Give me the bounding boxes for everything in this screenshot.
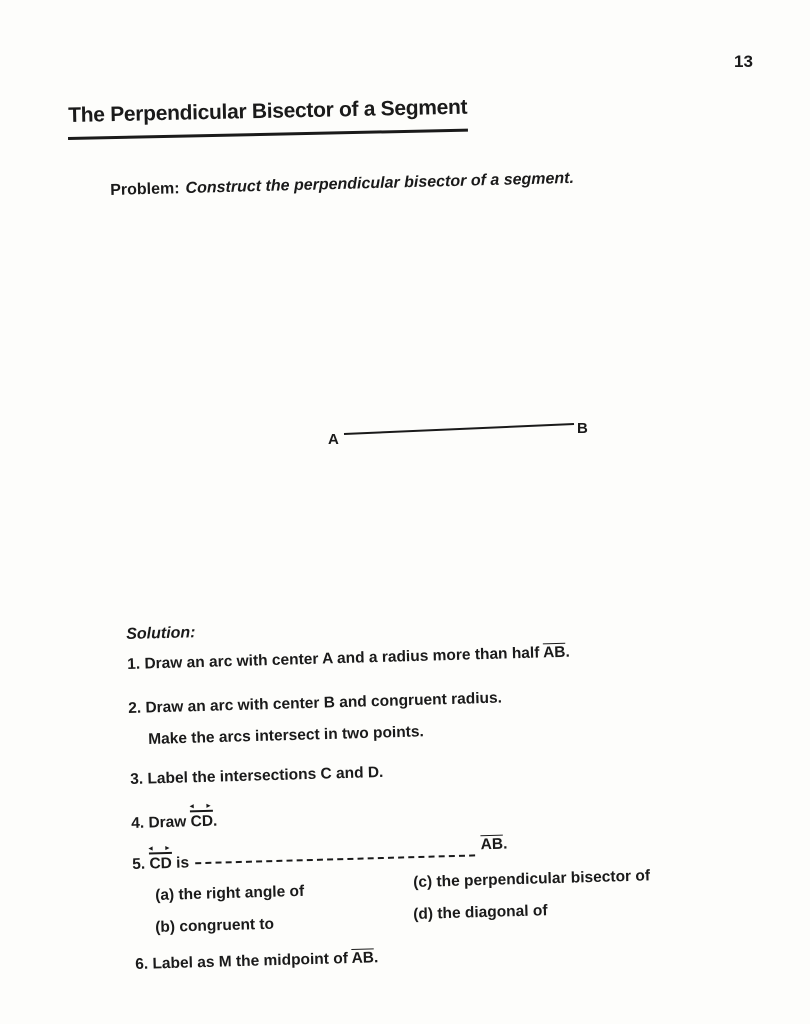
problem-statement — [110, 170, 574, 200]
step-2-line2: Make the arcs intersect in two points. — [148, 723, 424, 748]
problem-text: Construct the perpendicular bisector of a segment. — [185, 169, 575, 198]
segment-ab-notation: $\overline{AB}$ — [480, 835, 504, 854]
option-a: (a) the right angle of — [155, 882, 305, 904]
point-a-label: A — [328, 431, 339, 448]
step-2-continued — [148, 723, 424, 749]
step-6-end: . — [373, 949, 379, 967]
step-5 — [132, 835, 508, 874]
step-4 — [131, 813, 218, 833]
title-underline — [68, 129, 468, 140]
step-3 — [130, 764, 384, 789]
option-b: (b) congruent to — [155, 915, 275, 936]
step-5-is: is — [171, 854, 190, 872]
segment-ab — [344, 424, 574, 434]
option-d: (d) the diagonal of — [413, 902, 548, 923]
step-4-end: . — [212, 812, 218, 830]
option-c: (c) the perpendicular bisector of — [413, 867, 651, 891]
line-cd-notation: CD ◄ ► — [149, 855, 172, 874]
step-2-line1: 2. Draw an arc with center B and congruent radius. — [128, 689, 503, 717]
step-6 — [135, 949, 379, 974]
step-1-text: 1. Draw an arc with center A and a radius more than half — [127, 644, 544, 673]
step-1-end: . — [565, 643, 571, 661]
line-cd-notation: CD ◄ ► — [190, 813, 213, 832]
point-b-label: B — [577, 420, 588, 437]
page-title: The Perpendicular Bisector of a Segment — [68, 95, 468, 127]
step-5-end: . — [502, 835, 508, 853]
segment-ab-notation: $\overline{AB}$ — [542, 643, 566, 662]
step-4-text: 4. Draw — [131, 813, 191, 832]
answer-blank — [195, 854, 475, 864]
page-number: 13 — [734, 52, 753, 71]
step-5-prefix: 5. — [132, 855, 150, 873]
step-2 — [128, 690, 502, 718]
problem-label: Problem: — [110, 180, 180, 199]
step-3-text: 3. Label the intersections C and D. — [130, 763, 384, 788]
step-1 — [127, 644, 570, 674]
step-6-text: 6. Label as M the midpoint of — [135, 949, 352, 973]
solution-heading: Solution: — [126, 624, 196, 643]
segment-ab-notation: $\overline{AB}$ — [351, 949, 375, 967]
